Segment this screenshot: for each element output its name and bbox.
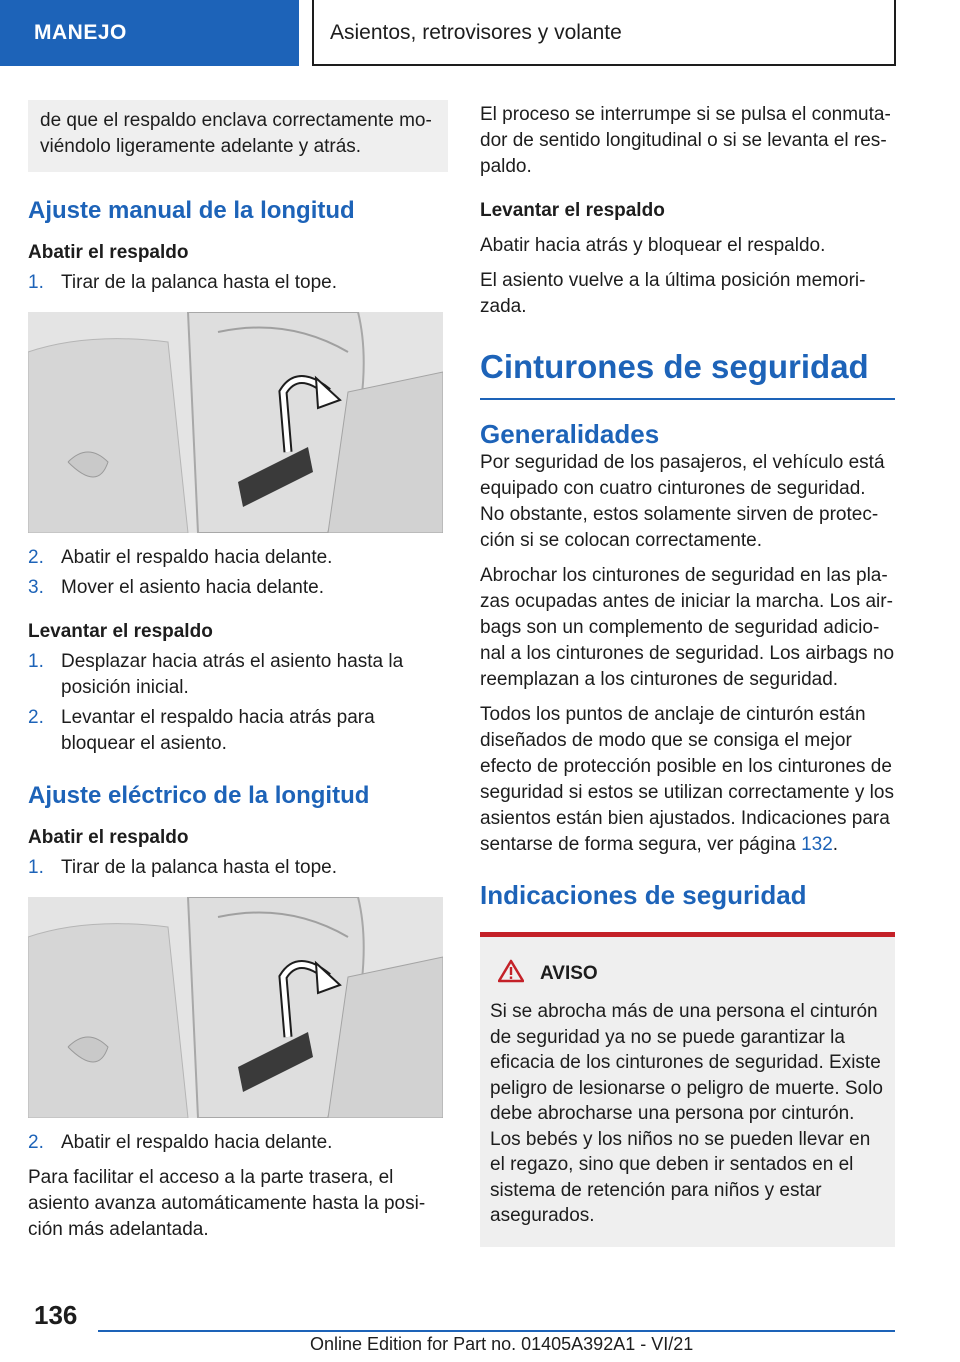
list-item: 2. Abatir el respaldo hacia delante.	[28, 547, 333, 568]
subheading-abatir: Abatir el respaldo	[28, 242, 189, 263]
page-number: 136	[34, 1300, 78, 1330]
intro-text: de que el respaldo enclava correctamente moviéndolo ligeramente adelante y atrás.	[40, 110, 432, 157]
warning-title: AVISO	[540, 963, 598, 984]
subheading-abatir-2: Abatir el respaldo	[28, 827, 189, 848]
general-text-3: Todos los puntos de anclaje de cinturón están diseñados de modo que se consiga el mejor efecto de protección posible en los cinturones de seguridad si estos se utilizan correctamente y los asientos están bien ajustados. Indicaciones para sentarse de forma segura, ver página 132.	[480, 704, 894, 855]
chapter-title: Asientos, retrovisores y volante	[312, 0, 896, 66]
list-item: 2. Abatir el respaldo hacia delante.	[28, 1132, 333, 1153]
electric-steps-b	[28, 1130, 448, 1156]
process-text: El proceso se interrumpe si se pulsa el conmutador de sentido longitudinal o si se levanta el respaldo.	[480, 104, 891, 177]
heading-electric: Ajuste eléctrico de la longitud	[28, 782, 370, 809]
list-item: 1. Tirar de la palanca hasta el tope.	[28, 857, 338, 878]
warning-triangle-icon	[498, 959, 524, 989]
list-item: 3. Mover el asiento hacia delante.	[28, 577, 324, 598]
list-item: 1. Tirar de la palanca hasta el tope.	[28, 272, 338, 293]
list-item: 1. Desplazar hacia atrás el asiento hasta la posición inicial.	[28, 651, 404, 698]
heading-manual: Ajuste manual de la longitud	[28, 197, 355, 224]
warning-text: Si se abrocha más de una persona el cinturón de seguridad ya no se puede garantizar la eficacia de los cinturones de seguridad. Existe peligro de lesionarse o peligro de muerte. Solo debe abrocharse una persona por cinturón. Los bebés y los niños no se pueden llevar en el regazo, sino que deben ir sentados en el sistema de retención para niños y estar asegurados.	[490, 1001, 883, 1226]
general-text-2: Abrochar los cinturones de seguridad en las plazas ocupadas antes de iniciar la marcha. Los airbags son un complemento de seguridad adicional a los cinturones de seguridad. Los airbags no reemplazan a los cinturones de seguridad.	[480, 565, 895, 690]
manual-steps-b	[28, 545, 448, 601]
general-text-1: Por seguridad de los pasajeros, el vehículo está equipado con cuatro cinturones de seguridad. No obstante, estos solamente sirven de protección si se colocan correctamente.	[480, 452, 885, 551]
seat-lever-figure	[28, 312, 443, 533]
electric-steps-a	[28, 855, 448, 881]
right-column	[480, 100, 895, 1247]
manual-steps-a	[28, 270, 448, 296]
outro-text: Para facilitar el acceso a la parte trasera, el asiento avanza automáticamente hasta la posición más adelantada.	[28, 1167, 426, 1240]
section-tab: MANEJO	[0, 0, 299, 66]
footer-edition: Online Edition for Part no. 01405A392A1 - VI/21	[310, 1334, 694, 1354]
heading-seatbelts: Cinturones de seguridad	[480, 346, 895, 400]
left-column	[28, 100, 448, 1243]
seat-lever-figure-2	[28, 897, 443, 1118]
warning-box	[480, 932, 895, 1247]
footer-divider	[98, 1330, 895, 1332]
subheading-levantar: Levantar el respaldo	[28, 621, 213, 642]
warning-header	[490, 959, 885, 989]
heading-safety: Indicaciones de seguridad	[480, 880, 807, 910]
intro-box	[28, 100, 448, 172]
page-reference-link[interactable]: 132	[801, 834, 833, 855]
lock-text: Abatir hacia atrás y bloquear el respaldo.	[480, 235, 826, 256]
memory-text: El asiento vuelve a la última posición memorizada.	[480, 270, 866, 317]
heading-general: Generalidades	[480, 419, 660, 449]
levantar-steps	[28, 649, 448, 757]
subheading-levantar-right: Levantar el respaldo	[480, 200, 665, 221]
list-item: 2. Levantar el respaldo hacia atrás para bloquear el asiento.	[28, 707, 375, 754]
